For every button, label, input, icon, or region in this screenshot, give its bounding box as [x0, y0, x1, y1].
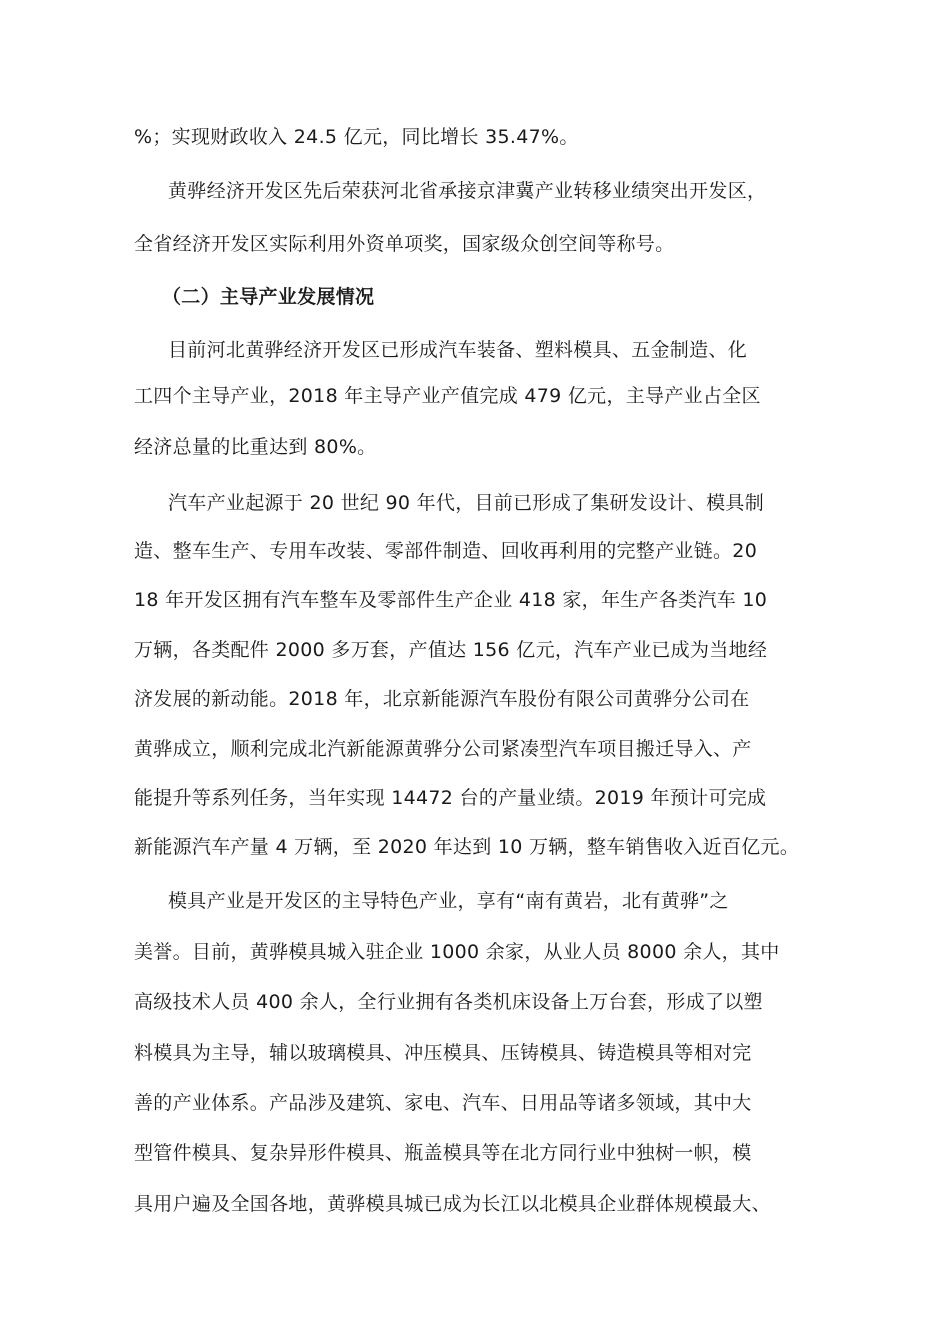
- paragraph-5-line-2: 高级技术人员 400 余人，全行业拥有各类机床设备上万台套，形成了以塑: [134, 991, 763, 1013]
- section-heading: （二）主导产业发展情况: [162, 286, 375, 308]
- paragraph-5-line-0: 模具产业是开发区的主导特色产业，享有“南有黄岩，北有黄骅”之: [168, 890, 729, 912]
- paragraph-5-line-3: 料模具为主导，辅以玻璃模具、冲压模具、压铸模具、铸造模具等相对完: [134, 1042, 752, 1064]
- paragraph-4-line-5: 黄骅成立，顺利完成北汽新能源黄骅分公司紧凑型汽车项目搬迁导入、产: [134, 738, 752, 760]
- paragraph-3-line-1: 工四个主导产业，2018 年主导产业产值完成 479 亿元，主导产业占全区: [134, 385, 761, 407]
- paragraph-5-line-5: 型管件模具、复杂异形件模具、瓶盖模具等在北方同行业中独树一帜，模: [134, 1142, 752, 1164]
- paragraph-5-line-1: 美誉。目前，黄骅模具城入驻企业 1000 余家，从业人员 8000 余人，其中: [134, 941, 780, 963]
- paragraph-4-line-3: 万辆，各类配件 2000 多万套，产值达 156 亿元，汽车产业已成为当地经: [134, 639, 768, 661]
- paragraph-4-line-4: 济发展的新动能。2018 年，北京新能源汽车股份有限公司黄骅分公司在: [134, 688, 750, 710]
- paragraph-4-line-7: 新能源汽车产量 4 万辆，至 2020 年达到 10 万辆，整车销售收入近百亿元。: [134, 836, 800, 858]
- paragraph-5-line-6: 具用户遍及全国各地，黄骅模具城已成为长江以北模具企业群体规模最大、: [134, 1193, 771, 1215]
- paragraph-3-line-2: 经济总量的比重达到 80%。: [134, 436, 377, 458]
- paragraph-5-line-4: 善的产业体系。产品涉及建筑、家电、汽车、日用品等诸多领域，其中大: [134, 1092, 752, 1114]
- paragraph-4-line-2: 18 年开发区拥有汽车整车及零部件生产企业 418 家，年生产各类汽车 10: [134, 589, 768, 611]
- paragraph-3-line-0: 目前河北黄骅经济开发区已形成汽车装备、塑料模具、五金制造、化: [168, 339, 748, 361]
- paragraph-0-line-0: %；实现财政收入 24.5 亿元，同比增长 35.47%。: [134, 126, 579, 148]
- paragraph-4-line-1: 造、整车生产、专用车改装、零部件制造、回收再利用的完整产业链。20: [134, 540, 758, 562]
- paragraph-1-line-0: 黄骅经济开发区先后荣获河北省承接京津冀产业转移业绩突出开发区，: [168, 180, 767, 202]
- paragraph-4-line-6: 能提升等系列任务，当年实现 14472 台的产量业绩。2019 年预计可完成: [134, 787, 767, 809]
- paragraph-4-line-0: 汽车产业起源于 20 世纪 90 年代，目前已形成了集研发设计、模具制: [168, 492, 765, 514]
- paragraph-1-line-1: 全省经济开发区实际利用外资单项奖，国家级众创空间等称号。: [134, 233, 675, 255]
